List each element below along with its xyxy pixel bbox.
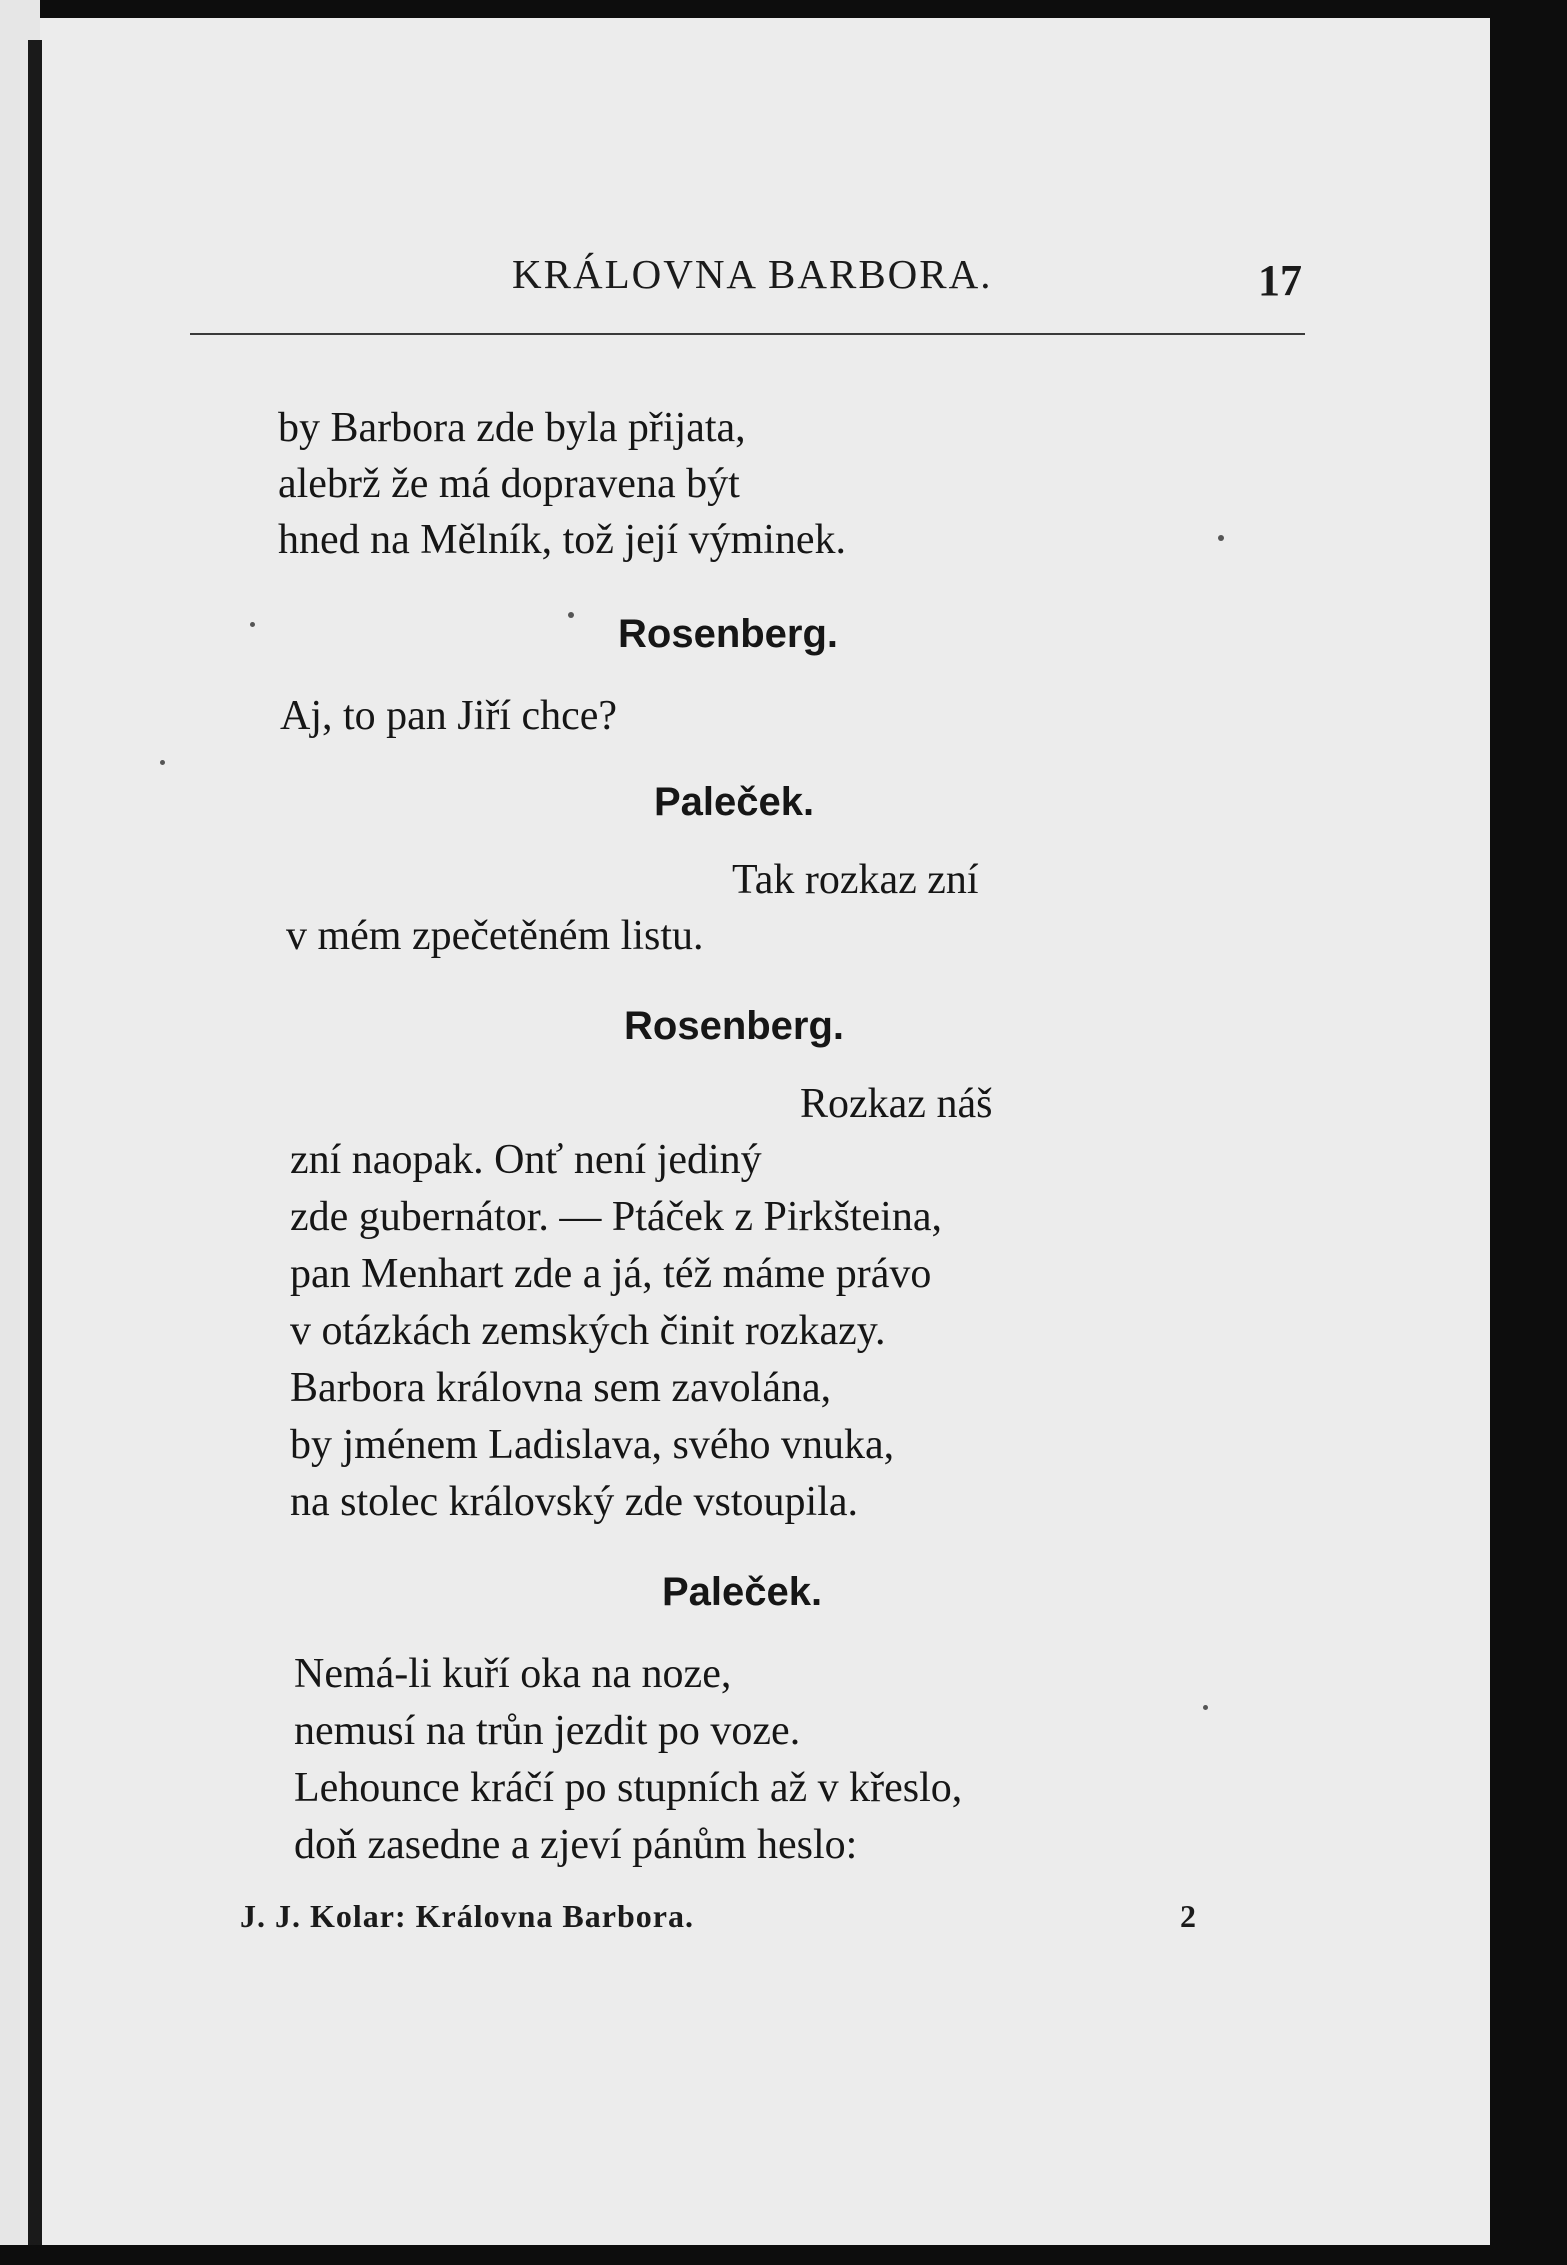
verse-line: na stolec královský zde vstoupila. bbox=[290, 1479, 859, 1525]
paper-speck bbox=[1203, 1705, 1208, 1710]
verse-line: Rozkaz náš bbox=[800, 1081, 993, 1127]
speaker-name: Paleček. bbox=[662, 1570, 823, 1614]
verse-line: Lehounce kráčí po stupních až v křeslo, bbox=[294, 1765, 963, 1811]
verse-line: by Barbora zde byla přijata, bbox=[278, 405, 746, 451]
verse-line: Nemá-li kuří oka na noze, bbox=[294, 1651, 732, 1697]
paper-speck bbox=[1218, 535, 1224, 541]
spine-shadow bbox=[28, 40, 42, 2265]
verse-line: zní naopak. Onť není jediný bbox=[290, 1137, 762, 1183]
verse-line: Aj, to pan Jiří chce? bbox=[280, 693, 618, 739]
verse-line: nemusí na trůn jezdit po voze. bbox=[294, 1708, 801, 1754]
verse-line: Tak rozkaz zní bbox=[732, 857, 979, 903]
running-head: KRÁLOVNA BARBORA. bbox=[512, 251, 993, 297]
paper-speck bbox=[160, 760, 165, 765]
verse-line: alebrž že má dopravena být bbox=[278, 461, 740, 507]
verse-line: Barbora královna sem zavolána, bbox=[290, 1365, 832, 1411]
verse-line: v mém zpečetěném listu. bbox=[286, 913, 704, 959]
signature-footnote: J. J. Kolar: Královna Barbora. bbox=[240, 1898, 694, 1934]
verse-line: by jménem Ladislava, svého vnuka, bbox=[290, 1422, 895, 1468]
paper-speck bbox=[250, 622, 255, 627]
verse-line: v otázkách zemských činit rozkazy. bbox=[290, 1308, 886, 1354]
paper-speck bbox=[568, 612, 574, 618]
bottom-edge bbox=[0, 2245, 1567, 2265]
speaker-name: Rosenberg. bbox=[618, 612, 839, 656]
page-number: 17 bbox=[1258, 256, 1302, 305]
signature-mark: 2 bbox=[1180, 1898, 1196, 1934]
verse-line: doň zasedne a zjeví pánům heslo: bbox=[294, 1822, 858, 1868]
top-edge bbox=[0, 0, 1567, 18]
verse-line: hned na Mělník, tož její výminek. bbox=[278, 517, 847, 563]
right-edge bbox=[1490, 0, 1567, 2265]
verse-line: pan Menhart zde a já, též máme právo bbox=[290, 1251, 932, 1297]
speaker-name: Rosenberg. bbox=[624, 1004, 845, 1048]
header-rule bbox=[190, 333, 1305, 335]
speaker-name: Paleček. bbox=[654, 780, 815, 824]
verse-line: zde gubernátor. — Ptáček z Pirkšteina, bbox=[290, 1194, 942, 1240]
